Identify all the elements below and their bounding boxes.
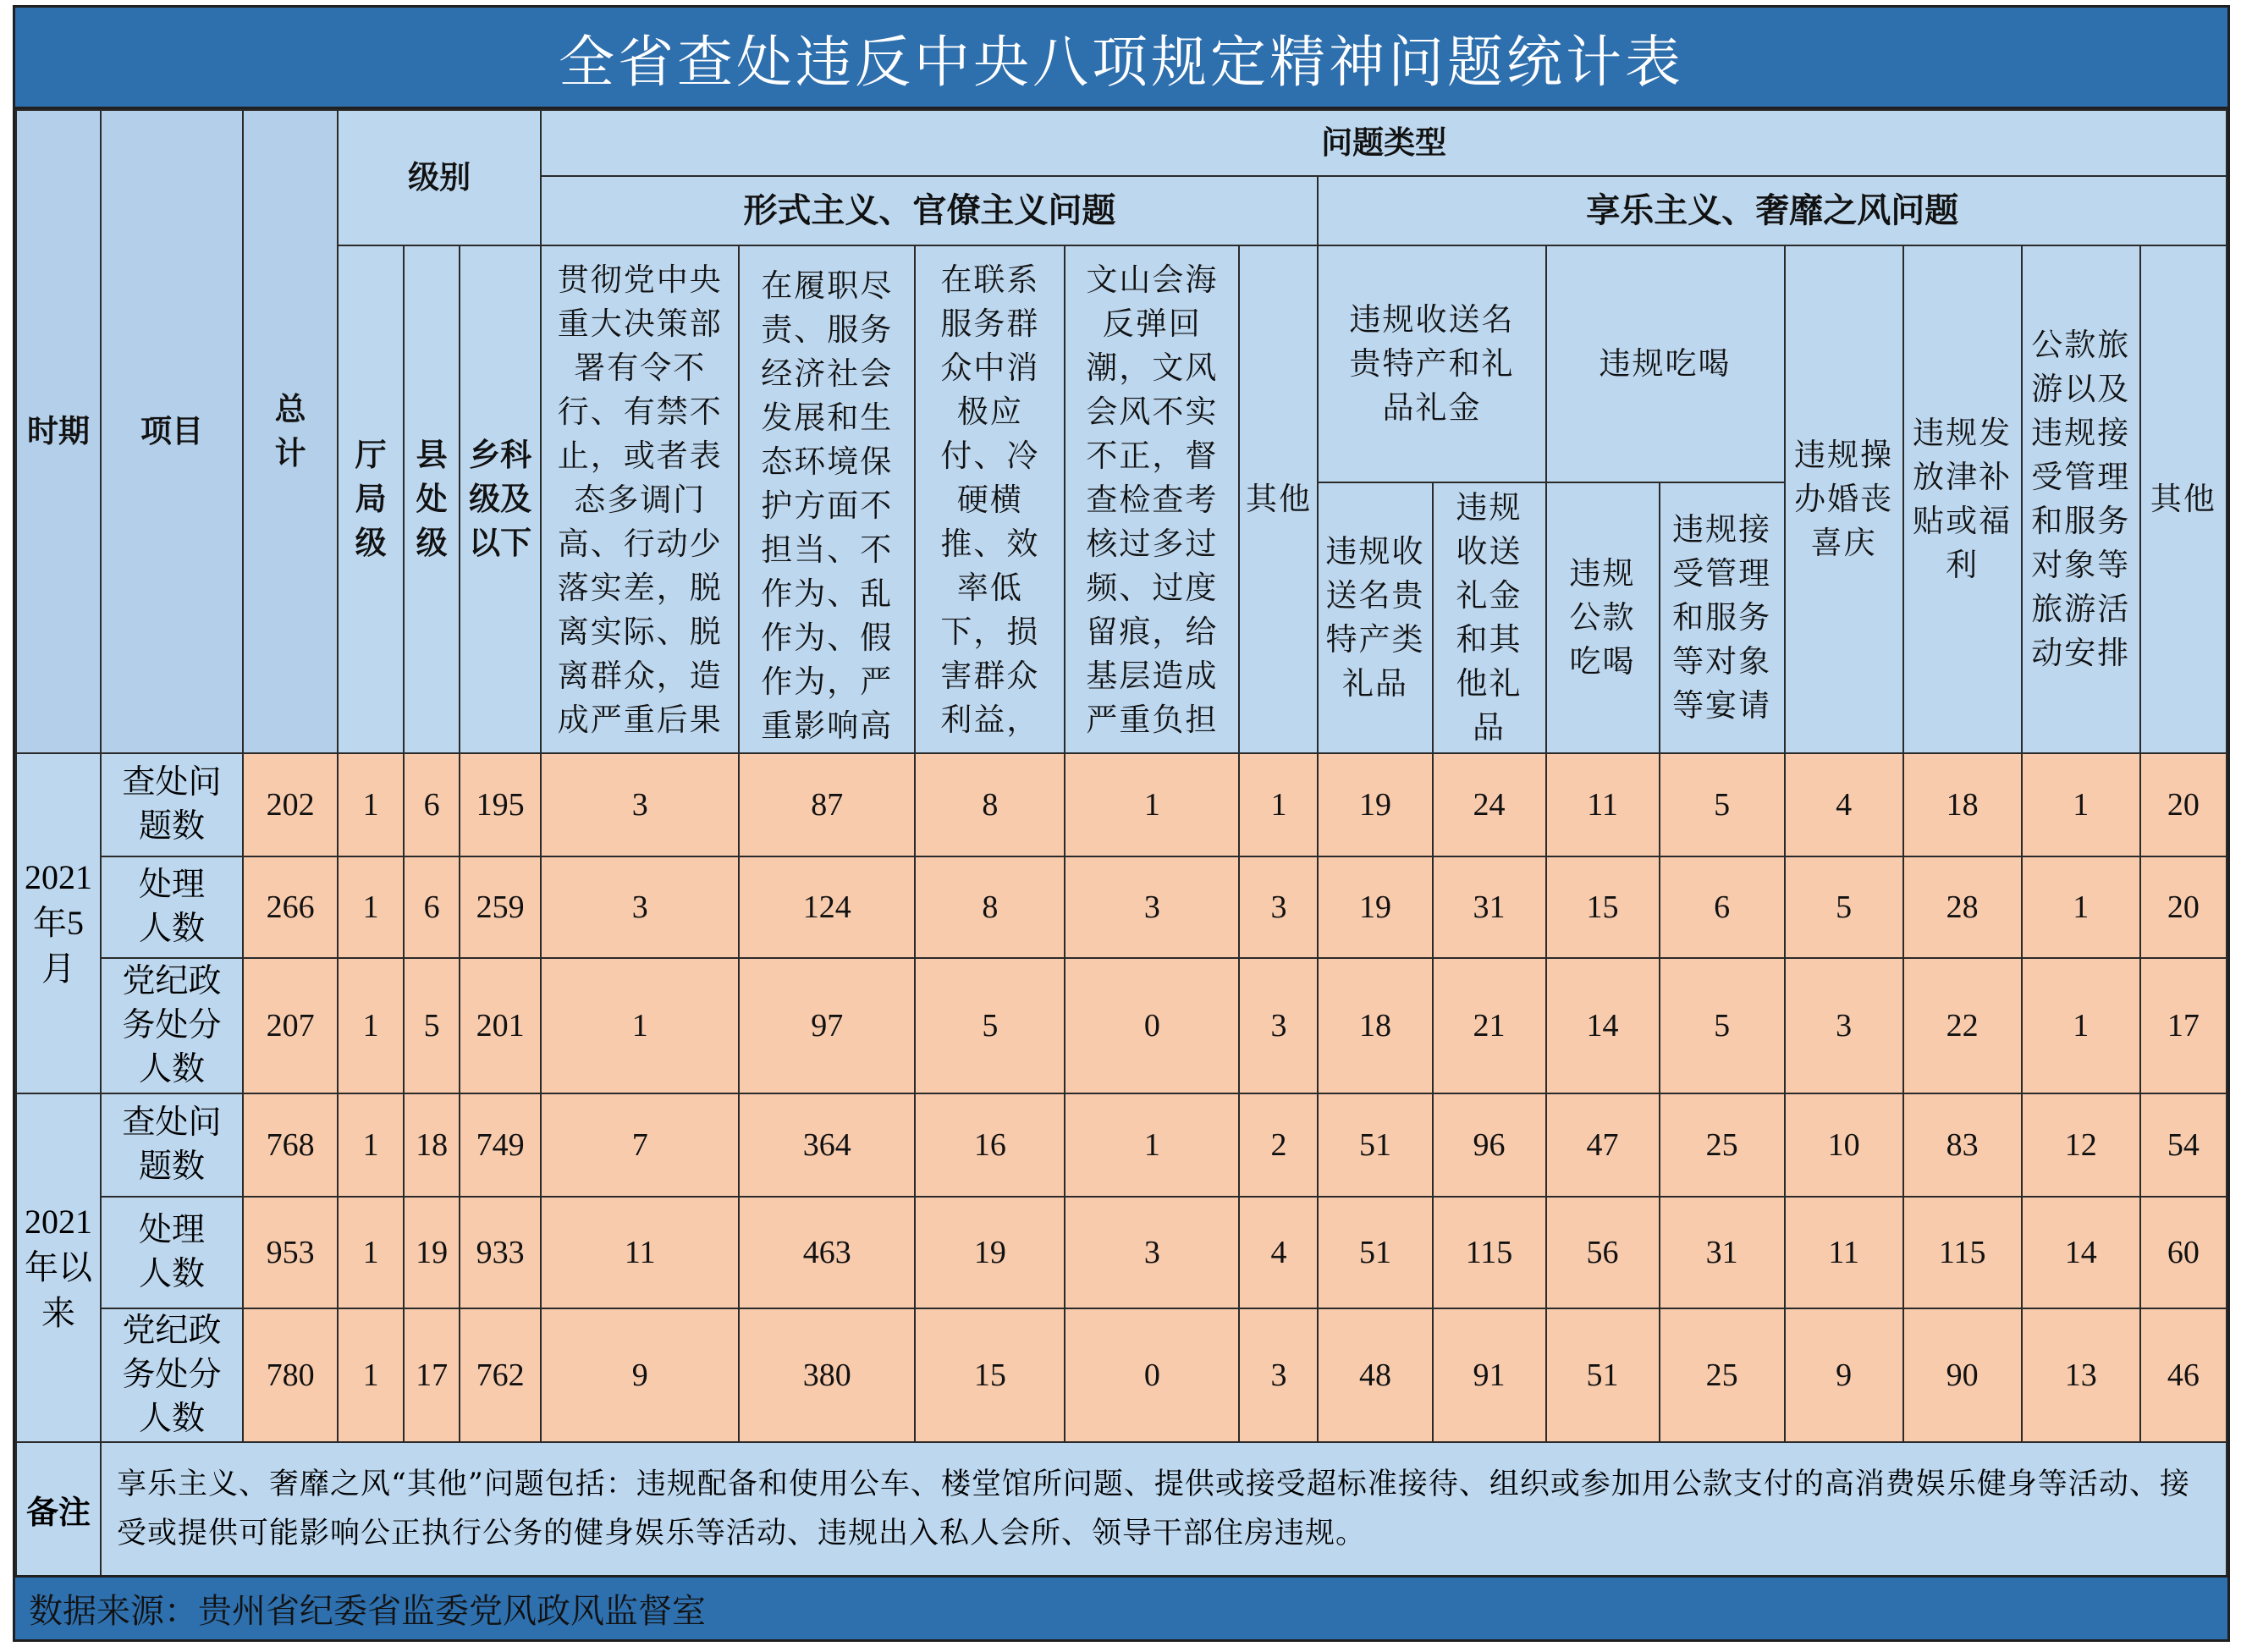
cell: 9 bbox=[541, 1308, 739, 1442]
header-travel bbox=[2022, 245, 2140, 753]
cell: 0 bbox=[1065, 1308, 1239, 1442]
cell: 91 bbox=[1433, 1308, 1546, 1442]
cell: 11 bbox=[1785, 1197, 1903, 1308]
header-gift-2-label: 违规收送礼金和其他礼品 bbox=[1456, 489, 1522, 746]
cell: 14 bbox=[1546, 958, 1660, 1093]
row-label-text: 处理人数 bbox=[139, 866, 206, 948]
header-formalism-4 bbox=[1065, 245, 1239, 753]
note-label: 备注 bbox=[16, 1442, 101, 1576]
header-formalism-1 bbox=[541, 245, 739, 753]
cell: 207 bbox=[243, 958, 338, 1093]
cell: 1 bbox=[1065, 1093, 1239, 1197]
table-row bbox=[16, 753, 2227, 856]
cell: 933 bbox=[460, 1197, 541, 1308]
cell: 1 bbox=[2022, 958, 2140, 1093]
cell: 18 bbox=[404, 1093, 460, 1197]
cell: 8 bbox=[915, 856, 1065, 958]
row-label bbox=[101, 856, 243, 958]
row-label bbox=[101, 1093, 243, 1197]
cell: 1 bbox=[338, 753, 404, 856]
header-level-ting bbox=[338, 245, 404, 753]
period-1-label bbox=[16, 753, 101, 1093]
cell: 19 bbox=[404, 1197, 460, 1308]
cell: 31 bbox=[1660, 1197, 1785, 1308]
cell: 90 bbox=[1903, 1308, 2022, 1442]
cell: 195 bbox=[460, 753, 541, 856]
cell: 7 bbox=[541, 1093, 739, 1197]
cell: 18 bbox=[1903, 753, 2022, 856]
cell: 11 bbox=[541, 1197, 739, 1308]
row-label-text: 处理人数 bbox=[139, 1211, 206, 1293]
cell: 22 bbox=[1903, 958, 2022, 1093]
cell: 780 bbox=[243, 1308, 338, 1442]
cell: 0 bbox=[1065, 958, 1239, 1093]
note-text: 享乐主义、奢靡之风“其他”问题包括：违规配备和使用公车、楼堂馆所问题、提供或接受超标准接待、组织或参加用公款支付的高消费娱乐健身等活动、接受或提供可能影响公正执行公务的健身娱乐等活动、违规出入私人会所、领导干部住房违规。 bbox=[101, 1442, 2227, 1576]
period-2-label bbox=[16, 1093, 101, 1442]
cell: 11 bbox=[1546, 753, 1660, 856]
row-label bbox=[101, 753, 243, 856]
header-formalism: 形式主义、官僚主义问题 bbox=[541, 176, 1318, 245]
cell: 1 bbox=[338, 1093, 404, 1197]
cell: 25 bbox=[1660, 1093, 1785, 1197]
cell: 20 bbox=[2140, 856, 2227, 958]
cell: 13 bbox=[2022, 1308, 2140, 1442]
cell: 124 bbox=[739, 856, 915, 958]
header-item: 项目 bbox=[101, 110, 243, 753]
cell: 51 bbox=[1546, 1308, 1660, 1442]
cell: 1 bbox=[338, 856, 404, 958]
header-formalism-other: 其他 bbox=[1239, 245, 1318, 753]
cell: 3 bbox=[1785, 958, 1903, 1093]
header-eat-1-label: 违规公款吃喝 bbox=[1569, 555, 1636, 680]
row-label bbox=[101, 958, 243, 1093]
cell: 2 bbox=[1239, 1093, 1318, 1197]
cell: 19 bbox=[1318, 856, 1432, 958]
cell: 3 bbox=[1239, 856, 1318, 958]
header-eat-1 bbox=[1546, 482, 1660, 753]
header-hedonism: 享乐主义、奢靡之风问题 bbox=[1318, 176, 2227, 245]
header-subsidy bbox=[1903, 245, 2022, 753]
header-subsidy-label: 违规发放津补贴或福利 bbox=[1913, 415, 2012, 583]
cell: 16 bbox=[915, 1093, 1065, 1197]
cell: 463 bbox=[739, 1197, 915, 1308]
cell: 953 bbox=[243, 1197, 338, 1308]
header-wedding bbox=[1785, 245, 1903, 753]
table-row bbox=[16, 958, 2227, 1093]
cell: 20 bbox=[2140, 753, 2227, 856]
cell: 1 bbox=[2022, 856, 2140, 958]
cell: 83 bbox=[1903, 1093, 2022, 1197]
cell: 768 bbox=[243, 1093, 338, 1197]
header-travel-label: 公款旅游以及违规接受管理和服务对象等旅游活动安排 bbox=[2031, 327, 2131, 671]
cell: 17 bbox=[2140, 958, 2227, 1093]
cell: 19 bbox=[915, 1197, 1065, 1308]
cell: 47 bbox=[1546, 1093, 1660, 1197]
cell: 3 bbox=[541, 753, 739, 856]
header-gift-1-label: 违规收送名贵特产类礼品 bbox=[1325, 533, 1425, 702]
cell: 364 bbox=[739, 1093, 915, 1197]
header-gift bbox=[1318, 245, 1545, 482]
header-formalism-2-label: 在履职尽责、服务经济社会发展和生态环境保护方面不担当、不作为、乱作为、假作为，严重影响高 bbox=[761, 267, 894, 742]
statistics-sheet bbox=[13, 5, 2230, 1642]
cell: 9 bbox=[1785, 1308, 1903, 1442]
cell: 51 bbox=[1318, 1197, 1432, 1308]
header-total bbox=[243, 110, 338, 753]
table-row bbox=[16, 856, 2227, 958]
header-total-label: 总计 bbox=[274, 391, 306, 471]
cell: 56 bbox=[1546, 1197, 1660, 1308]
cell: 19 bbox=[1318, 753, 1432, 856]
header-eat-2 bbox=[1660, 482, 1785, 753]
cell: 15 bbox=[1546, 856, 1660, 958]
header-level-xiang-label: 乡科级及以下 bbox=[469, 437, 532, 561]
cell: 14 bbox=[2022, 1197, 2140, 1308]
header-gift-2 bbox=[1433, 482, 1546, 753]
header-eat-2-label: 违规接受管理和服务等对象等宴请 bbox=[1672, 511, 1772, 724]
header-hedonism-other: 其他 bbox=[2140, 245, 2227, 753]
header-problem-type: 问题类型 bbox=[541, 110, 2227, 176]
header-formalism-3-label: 在联系服务群众中消极应付、冷硬横推、效率低下，损害群众利益， bbox=[940, 262, 1040, 738]
row-label-text: 党纪政务处分人数 bbox=[122, 962, 222, 1088]
header-level-xian-label: 县处级 bbox=[416, 437, 448, 561]
cell: 51 bbox=[1318, 1093, 1432, 1197]
header-level-xian bbox=[404, 245, 460, 753]
table-row bbox=[16, 1308, 2227, 1442]
data-source: 数据来源：贵州省纪委省监委党风政风监督室 bbox=[15, 1575, 2227, 1639]
cell: 5 bbox=[1660, 753, 1785, 856]
header-formalism-1-label: 贯彻党中央重大决策部署有令不行、有禁不止，或者表态多调门高、行动少落实差，脱离实际、脱离群众，造成严重后果 bbox=[557, 262, 723, 738]
header-level-xiang bbox=[460, 245, 541, 753]
header-gift-1 bbox=[1318, 482, 1432, 753]
header-period: 时期 bbox=[16, 110, 101, 753]
cell: 6 bbox=[404, 753, 460, 856]
cell: 1 bbox=[1065, 753, 1239, 856]
cell: 12 bbox=[2022, 1093, 2140, 1197]
cell: 1 bbox=[1239, 753, 1318, 856]
cell: 3 bbox=[1065, 1197, 1239, 1308]
period-2-text: 2021年以来 bbox=[25, 1203, 93, 1332]
cell: 46 bbox=[2140, 1308, 2227, 1442]
cell: 202 bbox=[243, 753, 338, 856]
table-row bbox=[16, 1093, 2227, 1197]
cell: 762 bbox=[460, 1308, 541, 1442]
row-label bbox=[101, 1308, 243, 1442]
cell: 5 bbox=[915, 958, 1065, 1093]
cell: 24 bbox=[1433, 753, 1546, 856]
header-wedding-label: 违规操办婚丧喜庆 bbox=[1794, 437, 1894, 561]
header-level: 级别 bbox=[338, 110, 541, 245]
cell: 1 bbox=[338, 1308, 404, 1442]
row-label-text: 党纪政务处分人数 bbox=[122, 1312, 222, 1438]
cell: 18 bbox=[1318, 958, 1432, 1093]
cell: 15 bbox=[915, 1308, 1065, 1442]
row-label-text: 查处问题数 bbox=[122, 1104, 222, 1186]
cell: 87 bbox=[739, 753, 915, 856]
cell: 6 bbox=[1660, 856, 1785, 958]
cell: 97 bbox=[739, 958, 915, 1093]
cell: 4 bbox=[1239, 1197, 1318, 1308]
row-label-text: 查处问题数 bbox=[122, 763, 222, 845]
cell: 3 bbox=[1239, 1308, 1318, 1442]
header-formalism-3 bbox=[915, 245, 1065, 753]
cell: 5 bbox=[1785, 856, 1903, 958]
table-title: 全省查处违反中央八项规定精神问题统计表 bbox=[15, 8, 2227, 109]
header-level-ting-label: 厅局级 bbox=[355, 437, 387, 561]
cell: 259 bbox=[460, 856, 541, 958]
cell: 201 bbox=[460, 958, 541, 1093]
row-label bbox=[101, 1197, 243, 1308]
cell: 266 bbox=[243, 856, 338, 958]
header-eat: 违规吃喝 bbox=[1546, 245, 1785, 482]
cell: 3 bbox=[1065, 856, 1239, 958]
statistics-table bbox=[15, 109, 2227, 1577]
cell: 17 bbox=[404, 1308, 460, 1442]
header-formalism-4-label: 文山会海反弹回潮，文风会风不实不正，督查检查考核过多过频、过度留痕，给基层造成严重负担 bbox=[1086, 262, 1219, 738]
cell: 749 bbox=[460, 1093, 541, 1197]
cell: 96 bbox=[1433, 1093, 1546, 1197]
cell: 8 bbox=[915, 753, 1065, 856]
header-gift-label: 违规收送名贵特产和礼品礼金 bbox=[1349, 301, 1515, 426]
cell: 115 bbox=[1903, 1197, 2022, 1308]
cell: 6 bbox=[404, 856, 460, 958]
header-formalism-2 bbox=[739, 245, 915, 753]
cell: 54 bbox=[2140, 1093, 2227, 1197]
period-1-text: 2021年5月 bbox=[25, 858, 93, 988]
cell: 21 bbox=[1433, 958, 1546, 1093]
cell: 48 bbox=[1318, 1308, 1432, 1442]
cell: 1 bbox=[541, 958, 739, 1093]
cell: 1 bbox=[338, 958, 404, 1093]
table-row bbox=[16, 1197, 2227, 1308]
cell: 380 bbox=[739, 1308, 915, 1442]
cell: 5 bbox=[404, 958, 460, 1093]
cell: 3 bbox=[1239, 958, 1318, 1093]
cell: 60 bbox=[2140, 1197, 2227, 1308]
cell: 10 bbox=[1785, 1093, 1903, 1197]
cell: 28 bbox=[1903, 856, 2022, 958]
cell: 115 bbox=[1433, 1197, 1546, 1308]
cell: 1 bbox=[2022, 753, 2140, 856]
cell: 4 bbox=[1785, 753, 1903, 856]
cell: 3 bbox=[541, 856, 739, 958]
cell: 25 bbox=[1660, 1308, 1785, 1442]
cell: 1 bbox=[338, 1197, 404, 1308]
cell: 31 bbox=[1433, 856, 1546, 958]
cell: 5 bbox=[1660, 958, 1785, 1093]
